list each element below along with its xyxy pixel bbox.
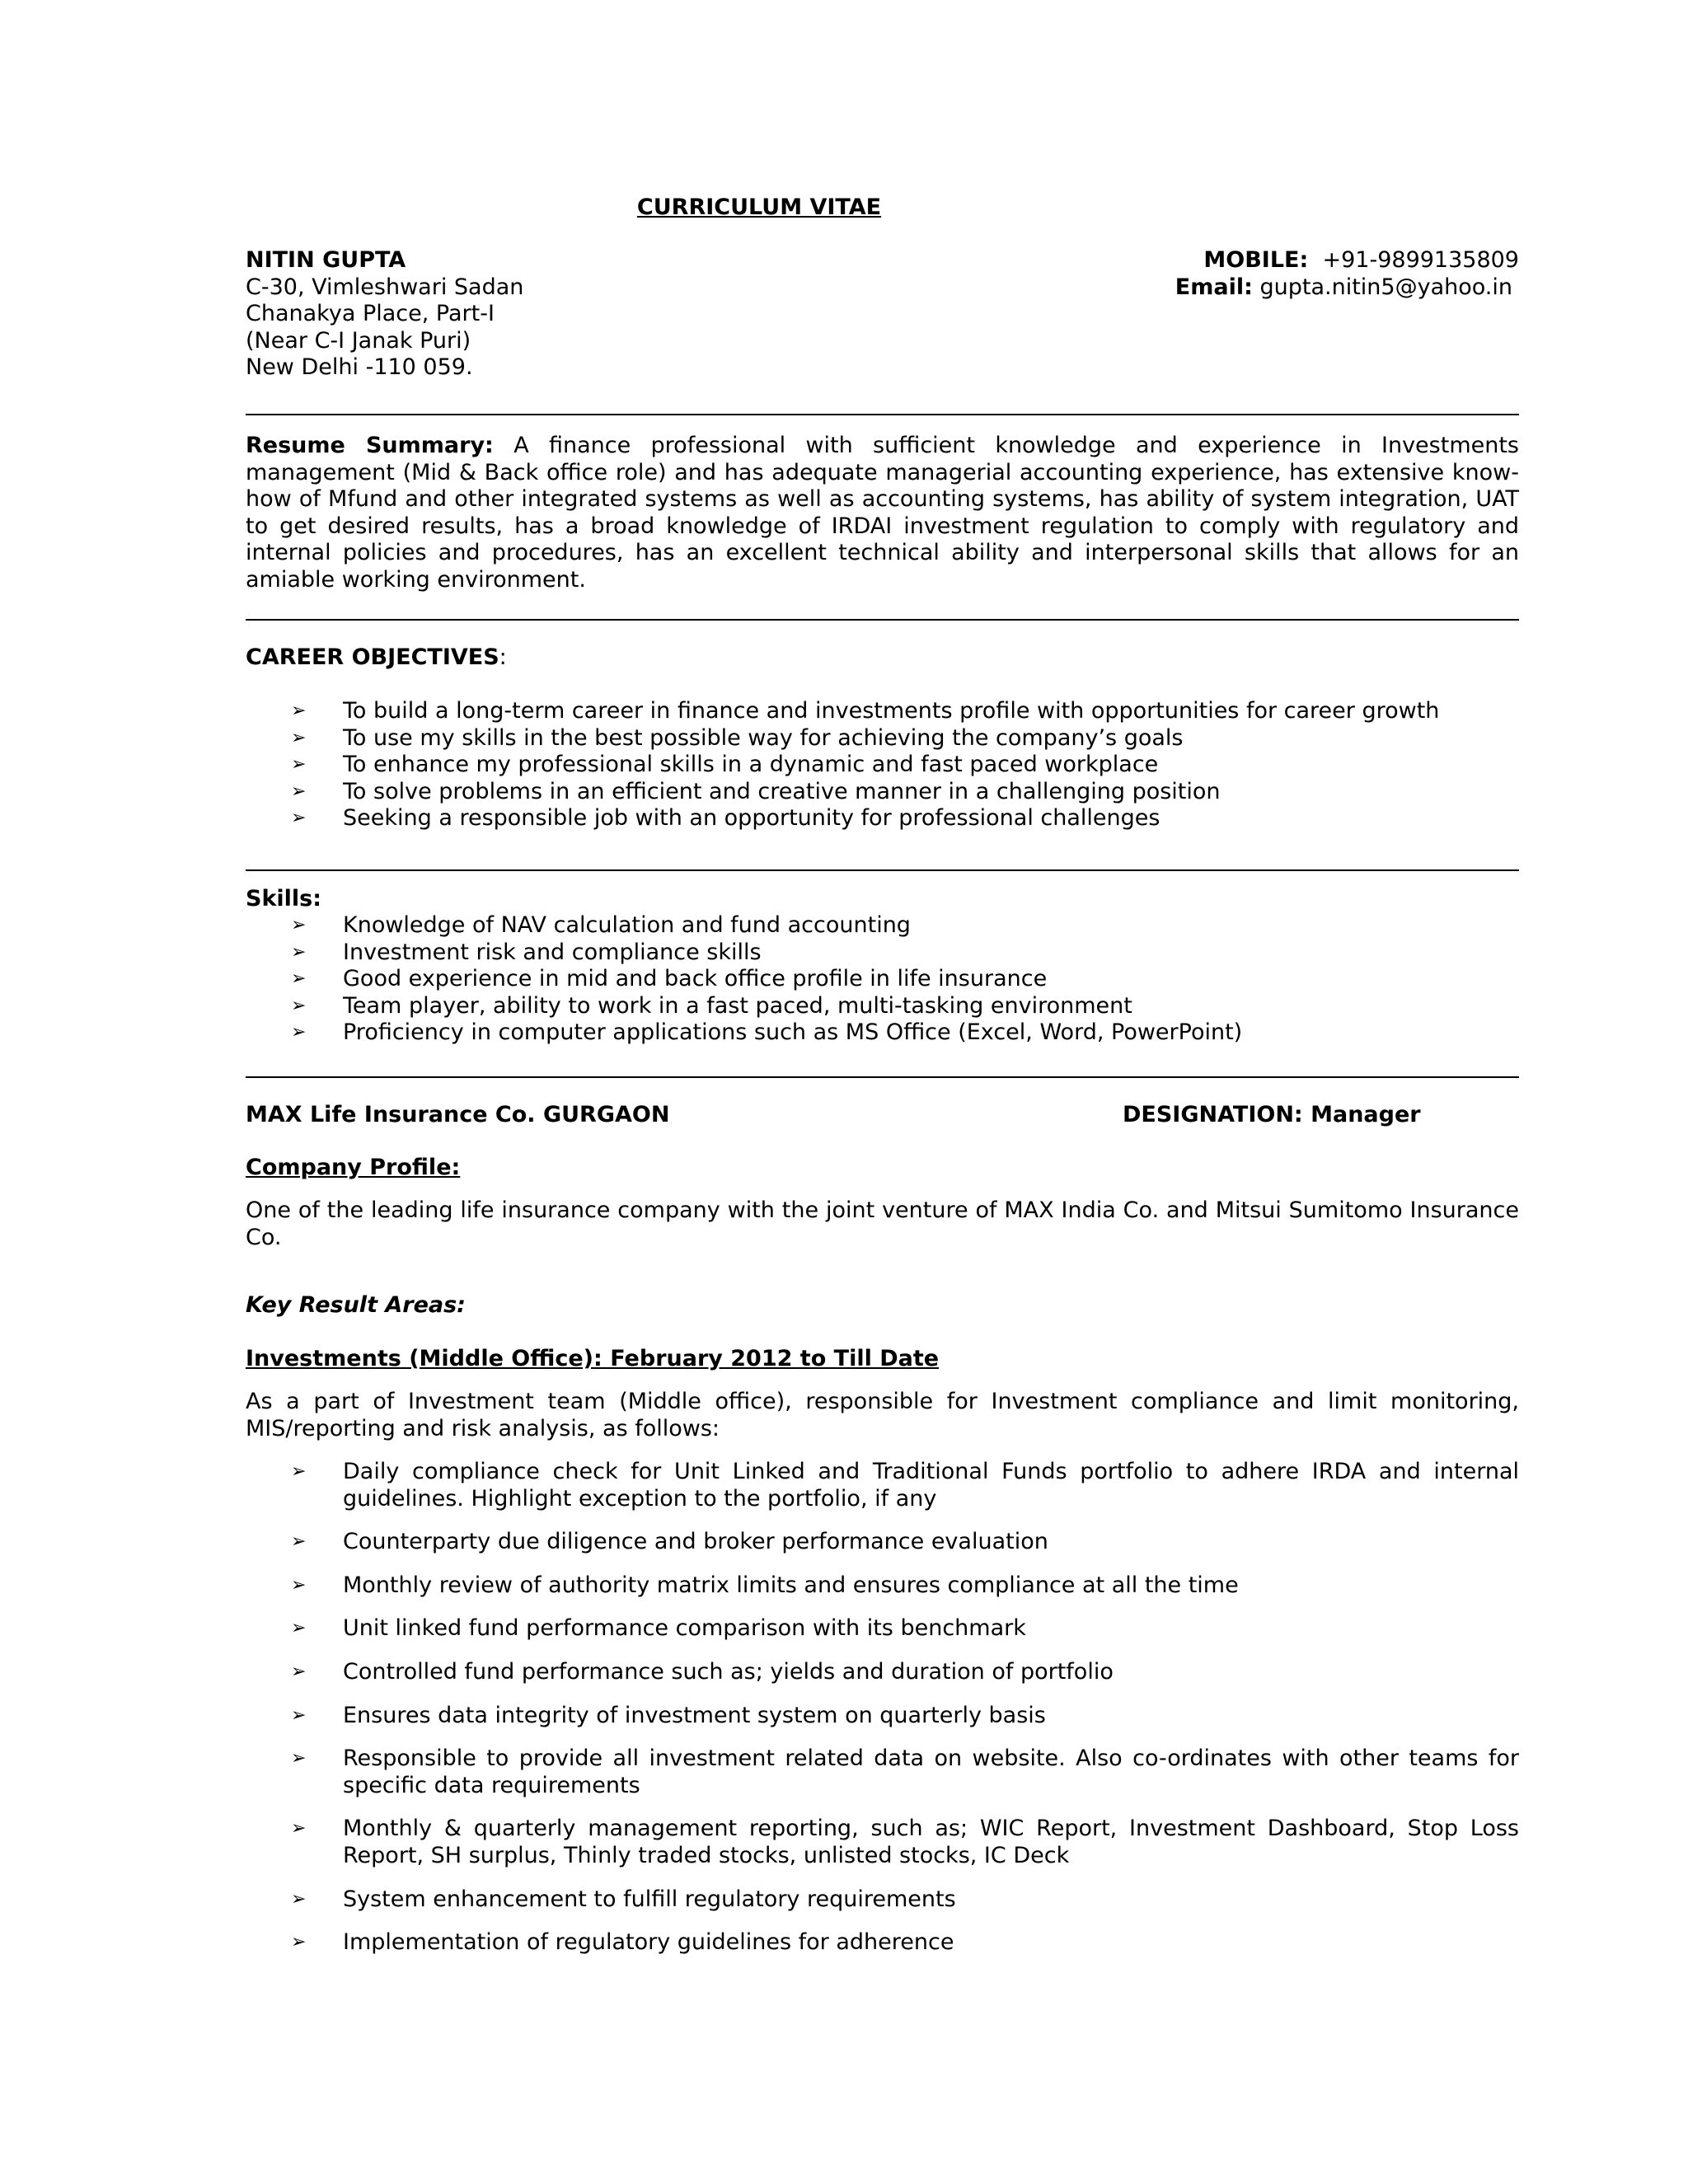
employment-header	[246, 1102, 1519, 1129]
objective-text: To enhance my professional skills in a dynamic and fast paced workplace	[343, 752, 1159, 778]
email-line	[942, 274, 1519, 302]
objective-text: To build a long-term career in finance and investments profile with opportunities for career growth	[343, 698, 1440, 724]
responsibility-text: Ensures data integrity of investment system on quarterly basis	[343, 1702, 1046, 1728]
arrow-bullet-icon: ➢	[291, 1888, 307, 1910]
role-heading: Investments (Middle Office): February 2012 to Till Date	[246, 1346, 940, 1371]
objective-text: To solve problems in an efficient and creative manner in a challenging position	[343, 778, 1221, 804]
arrow-bullet-icon: ➢	[291, 808, 307, 829]
email-label: Email:	[1175, 274, 1253, 300]
list-item	[246, 966, 1519, 993]
arrow-bullet-icon: ➢	[291, 727, 307, 748]
arrow-bullet-icon: ➢	[291, 1704, 307, 1726]
arrow-bullet-icon: ➢	[291, 995, 307, 1016]
list-item	[246, 912, 1519, 940]
company-profile-text: One of the leading life insurance company with the joint venture of MAX India Co. and Mitsui Sumitomo Insurance Co.	[246, 1197, 1519, 1250]
list-item	[246, 940, 1519, 967]
responsibility-text: Unit linked fund performance comparison with its benchmark	[343, 1615, 1026, 1642]
career-objectives-heading	[246, 644, 507, 672]
list-item	[246, 1929, 1519, 1957]
career-objectives-title: CAREER OBJECTIVES	[246, 644, 499, 670]
responsibility-text: Daily compliance check for Unit Linked and Traditional Funds portfolio to adhere IRDA and internal guidelines. Highlight exception to the portfolio, if any	[343, 1459, 1519, 1511]
company-profile-heading: Company Profile:	[246, 1155, 461, 1180]
responsibility-text: Responsible to provide all investment related data on website. Also co-ordinates with other teams for specific data requirements	[343, 1746, 1519, 1798]
skills-heading: Skills:	[246, 886, 322, 912]
document-title: CURRICULUM VITAE	[636, 194, 882, 220]
mobile-value: +91-9899135809	[1322, 247, 1519, 273]
role-intro: As a part of Investment team (Middle office), responsible for Investment compliance and limit monitoring, MIS/reporting and risk analysis, as follows:	[246, 1389, 1519, 1441]
address-line-2: Chanakya Place, Part-I	[246, 301, 495, 327]
divider-4	[246, 1076, 1519, 1078]
responsibility-text: System enhancement to fulfill regulatory requirements	[343, 1886, 956, 1912]
skill-text: Investment risk and compliance skills	[343, 939, 762, 965]
career-objectives-list	[246, 698, 1519, 832]
arrow-bullet-icon: ➢	[291, 1574, 307, 1596]
responsibility-text: Counterparty due diligence and broker performance evaluation	[343, 1529, 1048, 1555]
list-item	[246, 1659, 1519, 1686]
list-item	[246, 993, 1519, 1020]
arrow-bullet-icon: ➢	[291, 1022, 307, 1043]
company-name: MAX Life Insurance Co. GURGAON	[246, 1102, 670, 1127]
list-item	[246, 779, 1519, 806]
arrow-bullet-icon: ➢	[291, 941, 307, 963]
resume-summary	[246, 433, 1519, 594]
arrow-bullet-icon: ➢	[291, 754, 307, 776]
key-result-areas-heading: Key Result Areas:	[246, 1292, 466, 1318]
phone-email-block	[942, 247, 1519, 301]
arrow-bullet-icon: ➢	[291, 1461, 307, 1482]
responsibility-text: Monthly review of authority matrix limits and ensures compliance at all the time	[343, 1572, 1239, 1598]
responsibility-text: Implementation of regulatory guidelines for adherence	[343, 1929, 954, 1956]
designation: DESIGNATION: Manager	[1123, 1102, 1421, 1127]
mobile-label: MOBILE:	[1203, 247, 1309, 273]
list-item	[246, 725, 1519, 752]
arrow-bullet-icon: ➢	[291, 1748, 307, 1769]
objective-text: Seeking a responsible job with an opportunity for professional challenges	[343, 805, 1160, 832]
arrow-bullet-icon: ➢	[291, 1661, 307, 1682]
arrow-bullet-icon: ➢	[291, 915, 307, 935]
list-item	[246, 1019, 1519, 1047]
arrow-bullet-icon: ➢	[291, 1932, 307, 1953]
arrow-bullet-icon: ➢	[291, 701, 307, 721]
address-line-4: New Delhi -110 059.	[246, 354, 473, 381]
responsibility-text: Monthly & quarterly management reporting, such as; WIC Report, Investment Dashboard, Stop Loss Report, SH surplus, Thinly traded stocks, unlisted stocks, IC Deck	[343, 1816, 1519, 1868]
skill-text: Knowledge of NAV calculation and fund accounting	[343, 912, 911, 938]
arrow-bullet-icon: ➢	[291, 1818, 307, 1840]
candidate-name: NITIN GUPTA	[246, 247, 406, 273]
list-item	[246, 1703, 1519, 1730]
arrow-bullet-icon: ➢	[291, 780, 307, 802]
contact-block	[246, 247, 987, 382]
skill-text: Proficiency in computer applications such as MS Office (Excel, Word, PowerPoint)	[343, 1019, 1243, 1046]
address-line-3: (Near C-I Janak Puri)	[246, 327, 471, 354]
mobile-line	[942, 247, 1519, 274]
skills-list	[246, 912, 1519, 1047]
skill-text: Good experience in mid and back office profile in life insurance	[343, 966, 1048, 992]
list-item	[246, 805, 1519, 832]
divider-2	[246, 619, 1519, 621]
list-item	[246, 1529, 1519, 1556]
list-item	[246, 698, 1519, 725]
responsibility-text: Controlled fund performance such as; yields and duration of portfolio	[343, 1658, 1114, 1685]
list-item	[246, 1615, 1519, 1643]
summary-label: Resume Summary:	[246, 433, 494, 458]
list-item	[246, 1572, 1519, 1600]
list-item	[246, 1746, 1519, 1799]
career-objectives-colon: :	[499, 644, 507, 670]
list-item	[246, 1816, 1519, 1869]
objective-text: To use my skills in the best possible way for achieving the company’s goals	[343, 724, 1184, 751]
arrow-bullet-icon: ➢	[291, 1531, 307, 1553]
list-item	[246, 1459, 1519, 1512]
arrow-bullet-icon: ➢	[291, 968, 307, 990]
responsibilities-list	[246, 1459, 1519, 1973]
address-line-1: C-30, Vimleshwari Sadan	[246, 274, 524, 300]
arrow-bullet-icon: ➢	[291, 1618, 307, 1639]
divider-3	[246, 869, 1519, 871]
divider-1	[246, 414, 1519, 415]
summary-text: A finance professional with sufficient knowledge and experience in Investments management (Mid & Back office role) and has adequate managerial accounting experience, has extensive know-how of Mfund and other integrated systems as well as accounting systems, has ability of system integration, UAT to get desired results, has a broad knowledge of IRDAI investment regulation to comply with regulatory and internal policies and procedures, has an excellent technical ability and interpersonal skills that allows for an amiable working environment.	[246, 433, 1520, 593]
skill-text: Team player, ability to work in a fast paced, multi-tasking environment	[343, 992, 1132, 1019]
list-item	[246, 1886, 1519, 1914]
email-value: gupta.nitin5@yahoo.in	[1259, 274, 1512, 300]
list-item	[246, 752, 1519, 779]
